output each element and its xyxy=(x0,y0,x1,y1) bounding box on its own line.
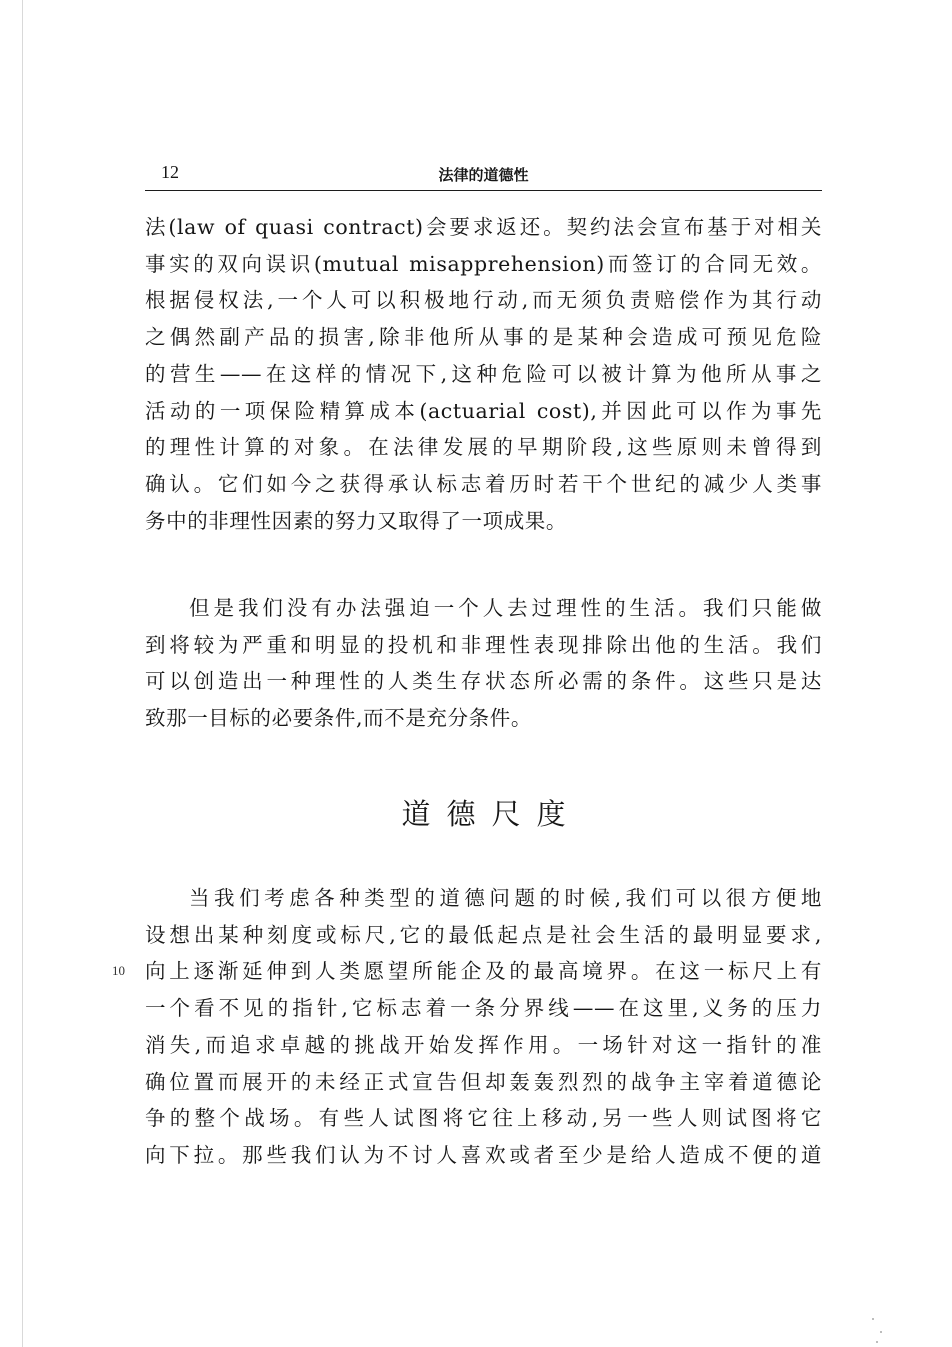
text-line: 可以创造出一种理性的人类生存状态所必需的条件。这些只是达 xyxy=(145,669,822,694)
text-line: 致那一目标的必要条件,而不是充分条件。 xyxy=(145,706,532,731)
scan-speck xyxy=(880,1331,882,1333)
text-line: 消失,而追求卓越的挑战开始发挥作用。一场针对这一指针的准 xyxy=(145,1032,822,1057)
text-line: 活动的一项保险精算成本(actuarial cost),并因此可以作为事先 xyxy=(145,398,822,423)
text-line: 向上逐渐延伸到人类愿望所能企及的最高境界。在这一标尺上有 xyxy=(145,959,822,984)
paragraph xyxy=(145,880,822,1174)
text-line: 的理性计算的对象。在法律发展的早期阶段,这些原则未曾得到 xyxy=(145,435,822,460)
book-title: 法律的道德性 xyxy=(438,166,529,184)
text-line: 法(law of quasi contract)会要求返还。契约法会宣布基于对相关 xyxy=(145,215,822,239)
text-line: 到将较为严重和明显的投机和非理性表现排除出他的生活。我们 xyxy=(145,632,822,657)
text-line: 设想出某种刻度或标尺,它的最低起点是社会生活的最明显要求, xyxy=(145,922,822,947)
page-number: 12 xyxy=(161,162,179,182)
paragraph-continuation xyxy=(145,209,822,539)
scan-spine-shadow xyxy=(22,0,23,1347)
text-line: 之偶然副产品的损害,除非他所从事的是某种会造成可预见危险 xyxy=(145,325,822,350)
section-heading: 道德尺度 xyxy=(401,797,582,831)
paragraph xyxy=(145,590,822,737)
margin-line-number: 10 xyxy=(112,963,125,978)
text-line: 确认。它们如今之获得承认标志着历时若干个世纪的减少人类事 xyxy=(145,471,822,496)
running-head xyxy=(145,160,822,191)
text-line: 事实的双向误识(mutual misapprehension)而签订的合同无效。 xyxy=(145,251,822,276)
text-line: 根据侵权法,一个人可以积极地行动,而无须负责赔偿作为其行动 xyxy=(145,288,822,313)
text-line: 确位置而展开的未经正式宣告但却轰轰烈烈的战争主宰着道德论 xyxy=(145,1069,822,1094)
text-line: 争的整个战场。有些人试图将它往上移动,另一些人则试图将它 xyxy=(145,1106,822,1131)
text-line: 的营生——在这样的情况下,这种危险可以被计算为他所从事之 xyxy=(145,361,822,386)
scan-speck xyxy=(876,1341,878,1343)
text-line: 向下拉。那些我们认为不讨人喜欢或者至少是给人造成不便的道 xyxy=(145,1142,822,1167)
scan-speck xyxy=(872,1318,874,1320)
text-line: 一个看不见的指针,它标志着一条分界线——在这里,义务的压力 xyxy=(145,996,822,1021)
text-line-indented: 但是我们没有办法强迫一个人去过理性的生活。我们只能做 xyxy=(189,596,822,620)
text-line-indented: 当我们考虑各种类型的道德问题的时候,我们可以很方便地 xyxy=(189,886,822,910)
text-line: 务中的非理性因素的努力又取得了一项成果。 xyxy=(145,508,567,533)
